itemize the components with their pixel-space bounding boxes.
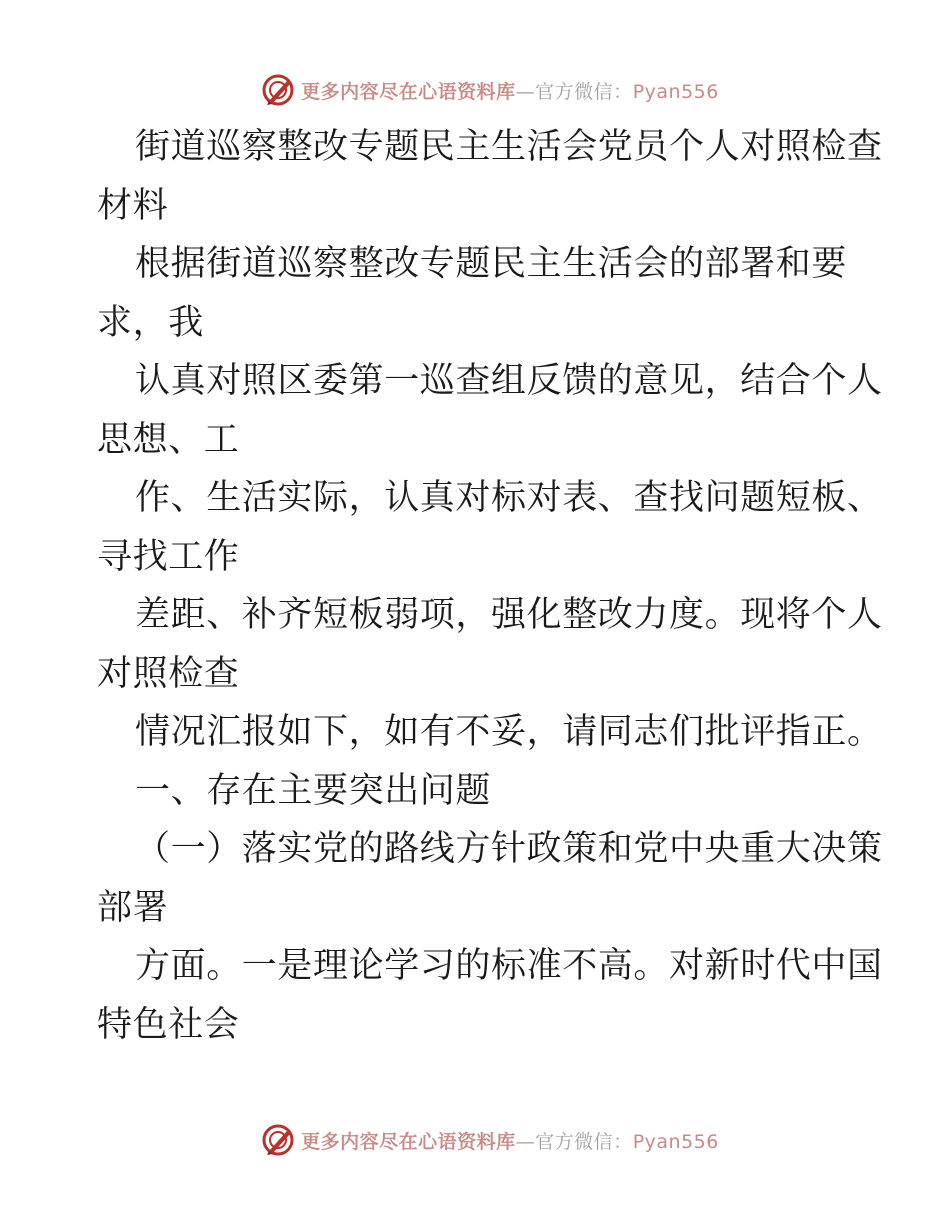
section-heading: 一、存在主要突出问题 (135, 770, 492, 811)
text-line: 作、生活实际，认真对标对表、查找问题短板、 (135, 478, 883, 518)
watermark-text (301, 77, 719, 104)
text-line: 方面。一是理论学习的标准不高。对新时代中国 (135, 946, 883, 986)
text-line: 特色社会 (97, 1004, 240, 1045)
text-line: 求，我 (97, 302, 204, 343)
watermark-sub: —官方微信： (515, 80, 633, 103)
text-line: 寻找工作 (97, 536, 240, 577)
text-line: 情况汇报如下，如有不妥，请同志们批评指正。 (135, 712, 883, 752)
text-line: 差距、补齐短板弱项，强化整改力度。现将个人 (135, 595, 883, 635)
text-line: 认真对照区委第一巡查组反馈的意见，结合个人 (135, 361, 883, 401)
watermark-sub: —官方微信： (515, 1130, 633, 1153)
pen-logo-icon (261, 73, 295, 107)
watermark-brand: 更多内容尽在心语资料库 (301, 1130, 516, 1153)
watermark-id: Pyan556 (632, 80, 719, 103)
document-body (97, 118, 883, 1054)
watermark-inner (261, 73, 719, 107)
text-line: 根据街道巡察整改专题民主生活会的部署和要 (135, 244, 848, 284)
text-line: 材料 (97, 185, 169, 226)
watermark-brand: 更多内容尽在心语资料库 (301, 80, 516, 103)
watermark-text (301, 1127, 719, 1154)
footer-watermark (0, 1120, 950, 1160)
text-line: 部署 (97, 887, 169, 928)
pen-logo-icon (261, 1123, 295, 1157)
header-watermark (0, 70, 950, 110)
text-line: 对照检查 (97, 653, 240, 694)
text-line: 思想、工 (97, 419, 240, 460)
watermark-id: Pyan556 (632, 1130, 719, 1153)
watermark-inner (261, 1123, 719, 1157)
subsection-heading: （一）落实党的路线方针政策和党中央重大决策 (135, 829, 883, 869)
text-line: 街道巡察整改专题民主生活会党员个人对照检查 (135, 127, 883, 167)
